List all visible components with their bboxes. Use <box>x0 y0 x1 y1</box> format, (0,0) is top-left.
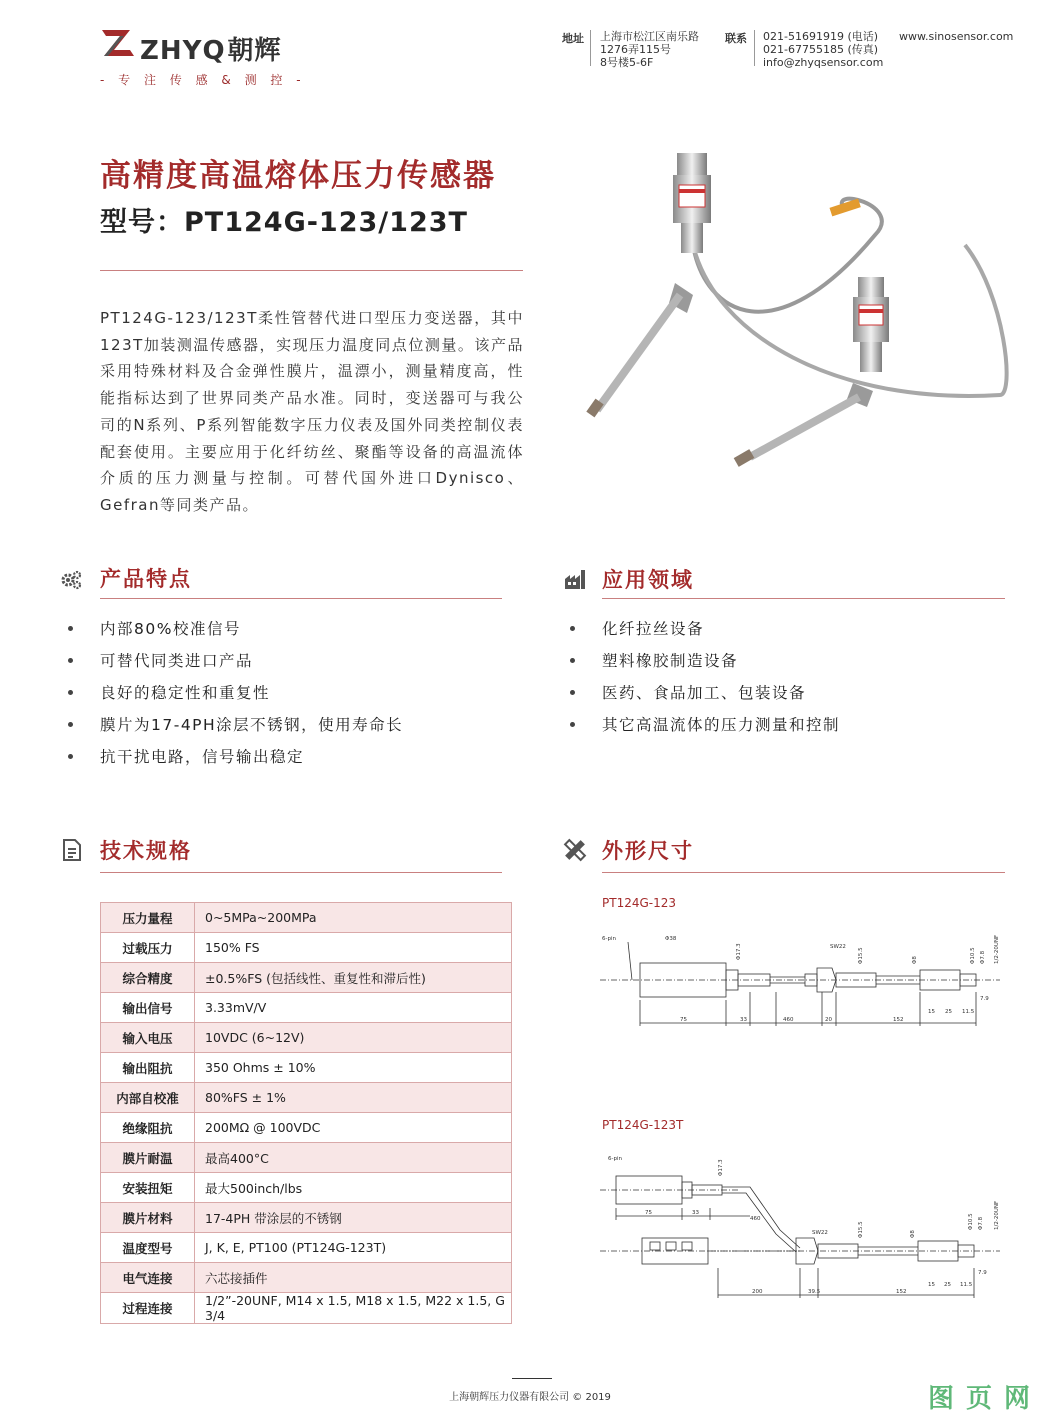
brand-cn: 朝辉 <box>227 36 282 66</box>
svg-text:39.5: 39.5 <box>808 1289 821 1295</box>
bullet-icon <box>68 658 73 663</box>
svg-text:7.9: 7.9 <box>978 1270 987 1276</box>
feature-text: 膜片为17-4PH涂层不锈钢，使用寿命长 <box>100 716 404 734</box>
page-title: 高精度高温熔体压力传感器 <box>100 158 496 194</box>
svg-text:Φ10.5: Φ10.5 <box>970 947 976 964</box>
list-item <box>100 713 403 745</box>
svg-text:200: 200 <box>752 1289 763 1295</box>
dimensions-title: 外形尺寸 <box>602 839 694 863</box>
spec-table <box>100 902 512 1324</box>
svg-text:7.9: 7.9 <box>980 996 989 1002</box>
features-title: 产品特点 <box>100 567 192 591</box>
footer-copyright: 上海朝辉压力仪器有限公司 © 2019 <box>449 1392 611 1403</box>
svg-text:6-pin: 6-pin <box>608 1156 622 1162</box>
dimensions-divider <box>602 872 1005 873</box>
spec-value: 3.33mV/V <box>195 993 512 1023</box>
svg-text:Φ7.8: Φ7.8 <box>980 950 986 964</box>
table-row <box>101 1233 512 1263</box>
svg-text:Φ38: Φ38 <box>665 936 677 942</box>
bullet-icon <box>68 754 73 759</box>
spec-key: 综合精度 <box>101 963 195 993</box>
table-row <box>101 1023 512 1053</box>
drawing-label: PT124G-123T <box>602 1118 684 1132</box>
table-row <box>101 963 512 993</box>
spec-key: 输入电压 <box>101 1023 195 1053</box>
svg-text:25: 25 <box>944 1282 951 1288</box>
feature-text: 可替代同类进口产品 <box>100 652 254 670</box>
divider <box>754 30 755 66</box>
specs-divider <box>100 872 502 873</box>
application-text: 化纤拉丝设备 <box>602 620 705 638</box>
table-row <box>101 1143 512 1173</box>
spec-value: 最大500inch/lbs <box>195 1173 512 1203</box>
spec-value: ±0.5%FS (包括线性、重复性和滞后性) <box>195 963 512 993</box>
svg-text:Φ8: Φ8 <box>910 1230 916 1238</box>
svg-text:Φ8: Φ8 <box>912 956 918 964</box>
product-description: PT124G-123/123T柔性管替代进口型压力变送器，其中123T加装测温传感器，实现压力温度同点位测量。该产品采用特殊材料及合金弹性膜片，温漂小，测量精度高，性能指标达到了世界同类产品水准。同时，变送器可与我公司的N系列、P系列智能数字压力仪表及国外同类控制仪表配套使用。主要应用于化纤纺丝、聚酯等设备的高温流体介质的压力测量与控制。可替代国外进口Dynisco、Gefran等同类产品。 <box>100 309 524 514</box>
list-item <box>100 649 403 681</box>
svg-text:Φ10.5: Φ10.5 <box>968 1213 974 1230</box>
spec-value: 17-4PH 带涂层的不锈钢 <box>195 1203 512 1233</box>
watermark: 图页网 <box>927 1384 1042 1414</box>
svg-text:Φ15.5: Φ15.5 <box>858 947 864 964</box>
document-icon <box>60 838 84 862</box>
svg-text:75: 75 <box>645 1210 652 1216</box>
svg-text:11.5: 11.5 <box>960 1282 973 1288</box>
bullet-icon <box>68 626 73 631</box>
svg-text:460: 460 <box>750 1216 761 1222</box>
address-block <box>600 30 699 69</box>
svg-text:75: 75 <box>680 1017 687 1023</box>
list-item <box>100 745 403 777</box>
table-row <box>101 903 512 933</box>
spec-key: 压力量程 <box>101 903 195 933</box>
table-row <box>101 1053 512 1083</box>
table-row <box>101 1113 512 1143</box>
spec-key: 输出阻抗 <box>101 1053 195 1083</box>
svg-text:15: 15 <box>928 1282 935 1288</box>
applications-list <box>602 617 840 745</box>
application-text: 医药、食品加工、包装设备 <box>602 684 807 702</box>
spec-value: 最高400°C <box>195 1143 512 1173</box>
spec-value: 80%FS ± 1% <box>195 1083 512 1113</box>
spec-key: 膜片耐温 <box>101 1143 195 1173</box>
spec-key: 过载压力 <box>101 933 195 963</box>
zhyq-logo-icon <box>100 28 136 58</box>
spec-key: 温度型号 <box>101 1233 195 1263</box>
model-number: 型号：PT124G-123/123T <box>100 207 468 238</box>
spec-key: 膜片材料 <box>101 1203 195 1233</box>
feature-text: 抗干扰电路，信号输出稳定 <box>100 748 305 766</box>
bullet-icon <box>68 690 73 695</box>
spec-value: 0~5MPa~200MPa <box>195 903 512 933</box>
table-row <box>101 993 512 1023</box>
spec-value: 1/2”-20UNF, M14 x 1.5, M18 x 1.5, M22 x 1.5, G 3/4 <box>195 1293 512 1324</box>
svg-text:Φ15.5: Φ15.5 <box>858 1221 864 1238</box>
spec-value: 10VDC (6~12V) <box>195 1023 512 1053</box>
svg-text:SW22: SW22 <box>830 944 846 950</box>
svg-text:33: 33 <box>692 1210 699 1216</box>
features-list <box>100 617 403 777</box>
feature-text: 良好的稳定性和重复性 <box>100 684 271 702</box>
svg-text:33: 33 <box>740 1017 747 1023</box>
spec-key: 绝缘阻抗 <box>101 1113 195 1143</box>
contact-label: 联系 <box>725 32 747 45</box>
list-item <box>602 617 840 649</box>
svg-text:SW22: SW22 <box>812 1230 828 1236</box>
address-line: 8号楼5-6F <box>600 56 654 69</box>
address-line: 上海市松江区南乐路 <box>600 30 699 43</box>
spec-value: J, K, E, PT100 (PT124G-123T) <box>195 1233 512 1263</box>
features-divider <box>100 598 502 599</box>
drawing-label: PT124G-123 <box>602 896 677 910</box>
brand-latin: ZHYQ <box>140 36 226 66</box>
bullet-icon <box>570 626 575 631</box>
divider <box>590 30 591 66</box>
svg-text:152: 152 <box>896 1289 907 1295</box>
product-photo <box>575 145 1015 500</box>
list-item <box>100 681 403 713</box>
dimension-drawing-2 <box>600 1150 1010 1310</box>
gears-icon <box>60 568 84 592</box>
address-label: 地址 <box>562 32 584 45</box>
application-text: 塑料橡胶制造设备 <box>602 652 739 670</box>
svg-text:15: 15 <box>928 1009 935 1015</box>
contact-block <box>763 30 883 69</box>
phone: 021-51691919 (电话) <box>763 30 879 43</box>
spec-value: 200MΩ @ 100VDC <box>195 1113 512 1143</box>
svg-text:25: 25 <box>945 1009 952 1015</box>
svg-text:Φ7.8: Φ7.8 <box>978 1216 984 1230</box>
spec-key: 内部自校准 <box>101 1083 195 1113</box>
table-row <box>101 1263 512 1293</box>
svg-text:1/2-20UNF: 1/2-20UNF <box>994 1200 1000 1230</box>
footer-divider <box>512 1378 552 1379</box>
applications-title: 应用领域 <box>602 568 694 592</box>
feature-text: 内部80%校准信号 <box>100 620 241 638</box>
table-row <box>101 1203 512 1233</box>
specs-title: 技术规格 <box>100 839 192 863</box>
svg-text:20: 20 <box>825 1017 832 1023</box>
application-text: 其它高温流体的压力测量和控制 <box>602 716 841 734</box>
spec-value: 六芯接插件 <box>195 1263 512 1293</box>
svg-text:11.5: 11.5 <box>962 1009 975 1015</box>
table-row <box>101 1083 512 1113</box>
svg-text:6-pin: 6-pin <box>602 936 616 942</box>
email-link[interactable]: info@zhyqsensor.com <box>763 56 884 69</box>
bullet-icon <box>570 658 575 663</box>
applications-divider <box>602 598 1005 599</box>
list-item <box>602 649 840 681</box>
factory-icon <box>563 567 587 591</box>
svg-text:152: 152 <box>893 1017 904 1023</box>
spec-key: 输出信号 <box>101 993 195 1023</box>
spec-key: 过程连接 <box>101 1293 195 1324</box>
svg-text:1/2-20UNF: 1/2-20UNF <box>994 934 1000 964</box>
table-row <box>101 1173 512 1203</box>
spec-key: 电气连接 <box>101 1263 195 1293</box>
address-line: 1276弄115号 <box>600 43 671 56</box>
fax: 021-67755185 (传真) <box>763 43 879 56</box>
spec-value: 350 Ohms ± 10% <box>195 1053 512 1083</box>
spec-key: 安装扭矩 <box>101 1173 195 1203</box>
list-item <box>100 617 403 649</box>
list-item <box>602 713 840 745</box>
dimension-drawing-1 <box>600 930 1010 1035</box>
website-link[interactable]: www.sinosensor.com <box>899 30 1014 43</box>
bullet-icon <box>570 722 575 727</box>
spec-value: 150% FS <box>195 933 512 963</box>
table-row <box>101 1293 512 1324</box>
ruler-pencil-icon <box>563 838 587 862</box>
title-divider <box>100 270 523 271</box>
brand-name <box>140 30 282 67</box>
bullet-icon <box>68 722 73 727</box>
table-row <box>101 933 512 963</box>
bullet-icon <box>570 690 575 695</box>
slogan: - 专 注 传 感 & 测 控 - <box>100 73 306 87</box>
svg-text:Φ17.3: Φ17.3 <box>736 943 742 960</box>
list-item <box>602 681 840 713</box>
svg-text:460: 460 <box>783 1017 794 1023</box>
svg-text:Φ17.3: Φ17.3 <box>718 1159 724 1176</box>
